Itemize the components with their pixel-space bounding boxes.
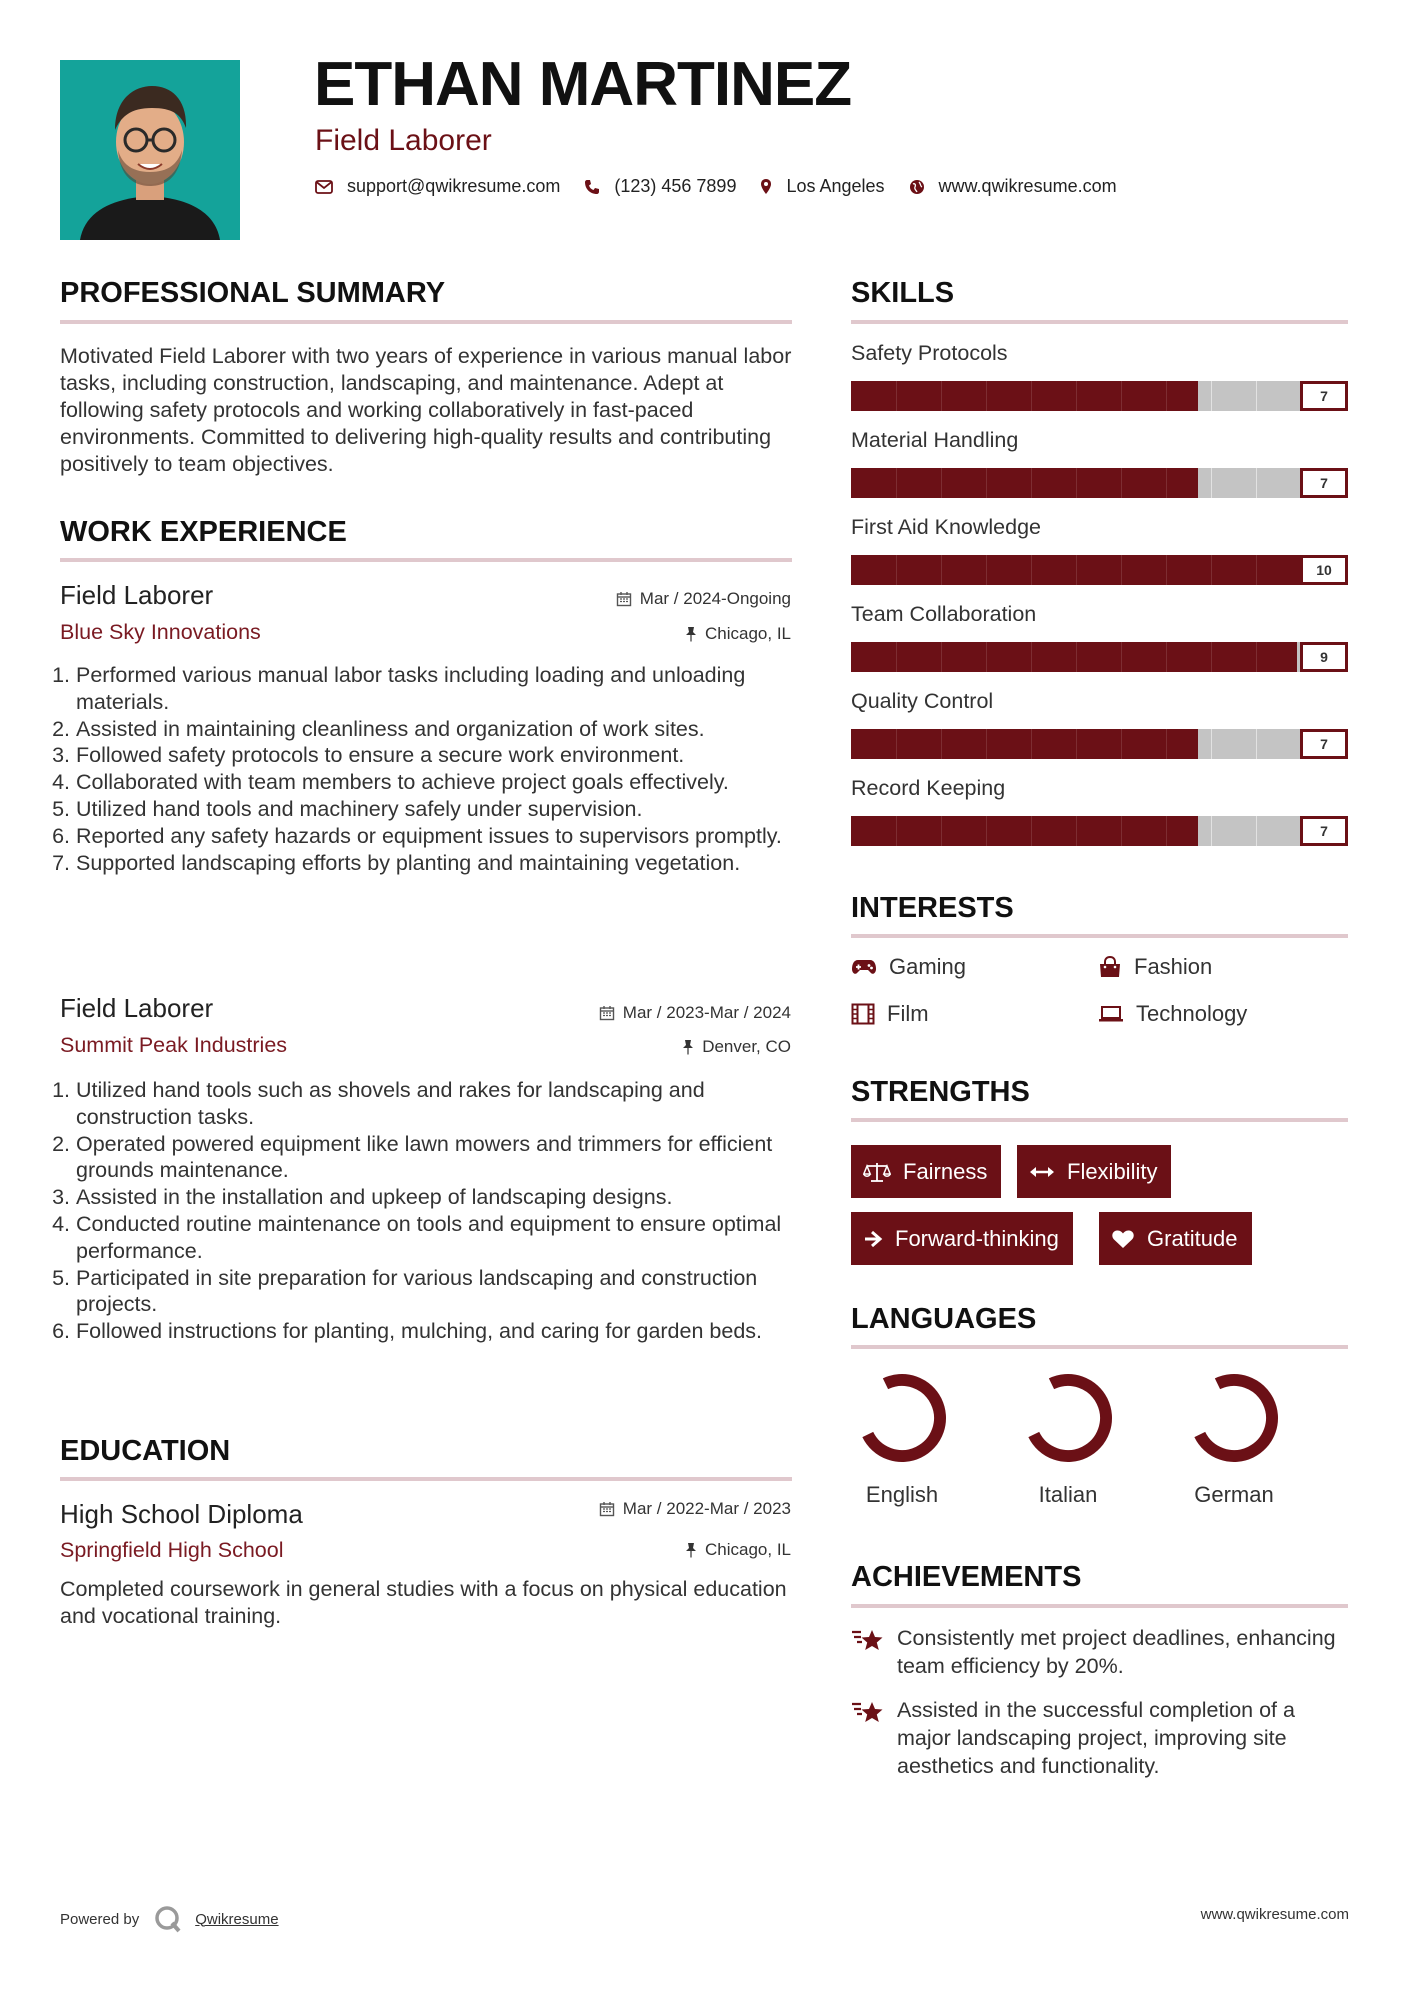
skill-level-bar bbox=[851, 381, 1348, 411]
list-item: 6. Followed instructions for planting, mulching, and caring for garden beds. bbox=[76, 1318, 796, 1345]
skill-segment-divider bbox=[941, 468, 942, 498]
heart-icon bbox=[1111, 1229, 1135, 1249]
skill-segment-divider bbox=[1256, 642, 1257, 672]
language-proficiency-arc bbox=[868, 1380, 940, 1456]
summary-heading: PROFESSIONAL SUMMARY bbox=[60, 277, 446, 309]
language-ring bbox=[847, 1363, 957, 1473]
gamepad-icon bbox=[851, 958, 877, 976]
skill-segment-divider bbox=[986, 381, 987, 411]
achievements-divider bbox=[851, 1604, 1348, 1608]
skill-name: Quality Control bbox=[851, 689, 994, 713]
skill-fill bbox=[851, 816, 1198, 846]
strengths-heading: STRENGTHS bbox=[851, 1076, 1030, 1108]
skill-segment-divider bbox=[1256, 816, 1257, 846]
interest-fashion bbox=[1098, 954, 1212, 980]
skill-segment-divider bbox=[896, 729, 897, 759]
job-2-role: Field Laborer bbox=[60, 993, 214, 1023]
skill-segment-divider bbox=[941, 555, 942, 585]
strength-tag bbox=[851, 1145, 1001, 1198]
contact-email[interactable] bbox=[315, 176, 560, 197]
language-ring bbox=[1013, 1363, 1123, 1473]
skill-segment-divider bbox=[1121, 816, 1122, 846]
skill-segment-divider bbox=[941, 729, 942, 759]
language-name: Italian bbox=[1038, 1482, 1098, 1507]
skill-name: Material Handling bbox=[851, 428, 1019, 452]
job-1-company: Blue Sky Innovations bbox=[60, 620, 261, 644]
footer-website[interactable]: www.qwikresume.com bbox=[1200, 1906, 1349, 1923]
envelope-icon bbox=[315, 180, 333, 194]
education-location bbox=[685, 1540, 791, 1560]
shooting-star-icon bbox=[851, 1698, 885, 1726]
language-ring bbox=[1179, 1363, 1289, 1473]
job-1-dates bbox=[616, 589, 791, 609]
summary-divider bbox=[60, 320, 792, 324]
job-2-company: Summit Peak Industries bbox=[60, 1033, 288, 1057]
location-text: Los Angeles bbox=[786, 176, 885, 196]
arrows-horizontal-icon bbox=[1029, 1165, 1055, 1179]
skill-fill bbox=[851, 468, 1198, 498]
skill-fill bbox=[851, 642, 1297, 672]
skill-segment-divider bbox=[986, 555, 987, 585]
skill-segment-divider bbox=[896, 555, 897, 585]
skill-name: Safety Protocols bbox=[851, 341, 1008, 365]
qwikresume-link[interactable]: Qwikresume bbox=[195, 1910, 279, 1928]
profile-photo bbox=[60, 60, 240, 240]
education-description: Completed coursework in general studies with a focus on physical education and vocational training. bbox=[60, 1577, 787, 1628]
job-1-dates-text: Mar / 2024-Ongoing bbox=[639, 589, 791, 608]
skill-segment-divider bbox=[1121, 468, 1122, 498]
strength-label: Flexibility bbox=[1067, 1158, 1158, 1184]
interest-gaming bbox=[851, 954, 966, 980]
achievement-text: Assisted in the successful completion of a major landscaping project, improving site aesthetics and functionality. bbox=[897, 1698, 1295, 1778]
powered-by-label: Powered by bbox=[60, 1910, 140, 1928]
list-item: 4. Collaborated with team members to achieve project goals effectively. bbox=[76, 769, 796, 796]
skill-segment-divider bbox=[941, 642, 942, 672]
skill-segment-divider bbox=[1211, 555, 1212, 585]
skill-fill bbox=[851, 555, 1346, 585]
skill-segment-divider bbox=[941, 381, 942, 411]
skill-segment-divider bbox=[1256, 555, 1257, 585]
job-2-location-text: Denver, CO bbox=[702, 1037, 791, 1056]
education-dates bbox=[599, 1499, 791, 1519]
skill-segment-divider bbox=[1166, 642, 1167, 672]
job-1-location bbox=[685, 624, 791, 644]
language-name: German bbox=[1194, 1482, 1274, 1507]
interest-label: Gaming bbox=[889, 954, 967, 979]
film-icon bbox=[851, 1003, 875, 1025]
education-degree: High School Diploma bbox=[60, 1499, 303, 1529]
list-item: 1. Performed various manual labor tasks including loading and unloading materials. bbox=[76, 662, 796, 716]
skill-name: First Aid Knowledge bbox=[851, 515, 1042, 539]
contact-location bbox=[760, 176, 884, 197]
skill-segment-divider bbox=[1121, 642, 1122, 672]
languages-divider bbox=[851, 1345, 1348, 1349]
skill-level-value: 7 bbox=[1300, 816, 1348, 846]
qwikresume-logo-icon bbox=[153, 1904, 183, 1934]
skill-segment-divider bbox=[1031, 555, 1032, 585]
skill-segment-divider bbox=[1121, 381, 1122, 411]
education-location-text: Chicago, IL bbox=[705, 1540, 791, 1559]
skill-segment-divider bbox=[1211, 816, 1212, 846]
education-school: Springfield High School bbox=[60, 1538, 284, 1562]
skill-segment-divider bbox=[1121, 555, 1122, 585]
skills-divider bbox=[851, 320, 1348, 324]
skill-name: Record Keeping bbox=[851, 776, 1006, 800]
interests-heading: INTERESTS bbox=[851, 892, 1014, 924]
skill-level-value: 9 bbox=[1300, 642, 1348, 672]
skill-segment-divider bbox=[986, 816, 987, 846]
pushpin-icon bbox=[685, 626, 697, 642]
skill-segment-divider bbox=[1076, 642, 1077, 672]
achievement-item bbox=[851, 1624, 1348, 1680]
calendar-icon bbox=[599, 1005, 615, 1021]
list-item: 3. Followed safety protocols to ensure a secure work environment. bbox=[76, 742, 796, 769]
achievement-text: Consistently met project deadlines, enhancing team efficiency by 20%. bbox=[897, 1626, 1336, 1678]
contact-phone[interactable] bbox=[584, 176, 736, 197]
interests-divider bbox=[851, 934, 1348, 938]
list-item: 2. Assisted in maintaining cleanliness and organization of work sites. bbox=[76, 716, 796, 743]
skill-segment-divider bbox=[896, 816, 897, 846]
candidate-name: ETHAN MARTINEZ bbox=[314, 50, 852, 119]
education-divider bbox=[60, 1477, 792, 1481]
strength-tag bbox=[1099, 1212, 1252, 1265]
skill-segment-divider bbox=[1211, 381, 1212, 411]
list-item: 3. Assisted in the installation and upkeep of landscaping designs. bbox=[76, 1184, 796, 1211]
shooting-star-icon bbox=[851, 1626, 885, 1654]
skill-segment-divider bbox=[1211, 729, 1212, 759]
interest-film bbox=[851, 1001, 929, 1027]
skill-segment-divider bbox=[1076, 816, 1077, 846]
skill-segment-divider bbox=[896, 468, 897, 498]
skill-segment-divider bbox=[1031, 729, 1032, 759]
job-title: Field Laborer bbox=[315, 124, 492, 157]
skill-level-bar bbox=[851, 468, 1348, 498]
job-1-role: Field Laborer bbox=[60, 580, 214, 610]
achievements-heading: ACHIEVEMENTS bbox=[851, 1561, 1082, 1593]
experience-divider bbox=[60, 558, 792, 562]
laptop-icon bbox=[1098, 1005, 1124, 1023]
skill-segment-divider bbox=[1256, 381, 1257, 411]
skill-fill bbox=[851, 729, 1198, 759]
strength-tag bbox=[1017, 1145, 1171, 1198]
interest-technology bbox=[1098, 1001, 1247, 1027]
skill-segment-divider bbox=[1211, 468, 1212, 498]
job-1-location-text: Chicago, IL bbox=[705, 624, 791, 643]
job-2-dates-text: Mar / 2023-Mar / 2024 bbox=[622, 1003, 791, 1022]
skill-segment-divider bbox=[986, 642, 987, 672]
interest-label: Technology bbox=[1136, 1001, 1248, 1026]
list-item: 1. Utilized hand tools such as shovels and rakes for landscaping and construction tasks. bbox=[76, 1077, 796, 1131]
skill-segment-divider bbox=[896, 381, 897, 411]
skill-segment-divider bbox=[1256, 468, 1257, 498]
list-item: 5. Participated in site preparation for various landscaping and construction projects. bbox=[76, 1265, 796, 1319]
map-pin-icon bbox=[760, 178, 772, 195]
skill-segment-divider bbox=[1076, 468, 1077, 498]
language-proficiency-arc bbox=[1200, 1380, 1272, 1456]
achievement-item bbox=[851, 1696, 1348, 1780]
language-name: English bbox=[865, 1482, 939, 1507]
skill-segment-divider bbox=[1166, 468, 1167, 498]
strengths-divider bbox=[851, 1118, 1348, 1122]
skill-level-value: 10 bbox=[1300, 555, 1348, 585]
list-item: 6. Reported any safety hazards or equipment issues to supervisors promptly. bbox=[76, 823, 796, 850]
job-1-bullets bbox=[58, 662, 796, 876]
balance-scale-icon bbox=[863, 1161, 891, 1183]
skill-segment-divider bbox=[1256, 729, 1257, 759]
skill-level-value: 7 bbox=[1300, 381, 1348, 411]
list-item: 4. Conducted routine maintenance on tools and equipment to ensure optimal performance. bbox=[76, 1211, 796, 1265]
calendar-icon bbox=[599, 1501, 615, 1517]
shopping-bag-icon bbox=[1098, 956, 1122, 978]
skill-level-value: 7 bbox=[1300, 729, 1348, 759]
email-text: support@qwikresume.com bbox=[347, 176, 561, 196]
avatar bbox=[60, 60, 240, 240]
job-2-bullets bbox=[58, 1077, 796, 1345]
strength-tag bbox=[851, 1212, 1073, 1265]
skill-segment-divider bbox=[941, 816, 942, 846]
skill-segment-divider bbox=[1076, 729, 1077, 759]
skill-level-bar bbox=[851, 642, 1348, 672]
job-2-dates bbox=[599, 1003, 791, 1023]
skill-segment-divider bbox=[1076, 555, 1077, 585]
education-heading: EDUCATION bbox=[60, 1435, 231, 1467]
skill-segment-divider bbox=[1166, 555, 1167, 585]
strength-label: Forward-thinking bbox=[895, 1225, 1059, 1251]
skill-segment-divider bbox=[1031, 381, 1032, 411]
contact-bar bbox=[315, 176, 1141, 197]
skill-segment-divider bbox=[1166, 729, 1167, 759]
experience-heading: WORK EXPERIENCE bbox=[60, 516, 347, 548]
languages-heading: LANGUAGES bbox=[851, 1303, 1037, 1335]
skills-heading: SKILLS bbox=[851, 277, 955, 309]
globe-icon bbox=[909, 179, 925, 195]
interest-label: Fashion bbox=[1134, 954, 1213, 979]
skill-segment-divider bbox=[1031, 642, 1032, 672]
skill-level-bar bbox=[851, 816, 1348, 846]
skill-level-bar bbox=[851, 729, 1348, 759]
education-dates-text: Mar / 2022-Mar / 2023 bbox=[622, 1499, 791, 1518]
skill-segment-divider bbox=[896, 642, 897, 672]
strength-label: Gratitude bbox=[1147, 1225, 1238, 1251]
interest-label: Film bbox=[887, 1001, 929, 1026]
strength-label: Fairness bbox=[903, 1158, 988, 1184]
skill-segment-divider bbox=[986, 729, 987, 759]
website-text: www.qwikresume.com bbox=[938, 176, 1117, 196]
footer-powered-by bbox=[60, 1904, 279, 1934]
skill-name: Team Collaboration bbox=[851, 602, 1037, 626]
contact-website[interactable] bbox=[909, 176, 1117, 197]
calendar-icon bbox=[616, 591, 632, 607]
skill-segment-divider bbox=[1031, 816, 1032, 846]
skill-fill bbox=[851, 381, 1198, 411]
pushpin-icon bbox=[685, 1542, 697, 1558]
skill-segment-divider bbox=[1166, 381, 1167, 411]
skill-level-value: 7 bbox=[1300, 468, 1348, 498]
arrow-right-icon bbox=[863, 1230, 883, 1248]
pushpin-icon bbox=[682, 1039, 694, 1055]
skill-segment-divider bbox=[1121, 729, 1122, 759]
skill-segment-divider bbox=[986, 468, 987, 498]
summary-text: Motivated Field Laborer with two years of experience in various manual labor tasks, including construction, landscaping, and maintenance. Adept at following safety protocols and working collaboratively in fast-paced environments. Committed to delivering high-quality results and contributing positively to team objectives. bbox=[60, 344, 792, 476]
job-2-location bbox=[682, 1037, 791, 1057]
list-item: 7. Supported landscaping efforts by planting and maintaining vegetation. bbox=[76, 850, 796, 877]
skill-segment-divider bbox=[1211, 642, 1212, 672]
phone-icon bbox=[584, 179, 600, 195]
skill-level-bar bbox=[851, 555, 1348, 585]
skill-segment-divider bbox=[1031, 468, 1032, 498]
skill-segment-divider bbox=[1166, 816, 1167, 846]
phone-text: (123) 456 7899 bbox=[614, 176, 737, 196]
list-item: 2. Operated powered equipment like lawn mowers and trimmers for efficient grounds maintenance. bbox=[76, 1131, 796, 1185]
list-item: 5. Utilized hand tools and machinery safely under supervision. bbox=[76, 796, 796, 823]
skill-segment-divider bbox=[1076, 381, 1077, 411]
language-proficiency-arc bbox=[1034, 1380, 1106, 1456]
